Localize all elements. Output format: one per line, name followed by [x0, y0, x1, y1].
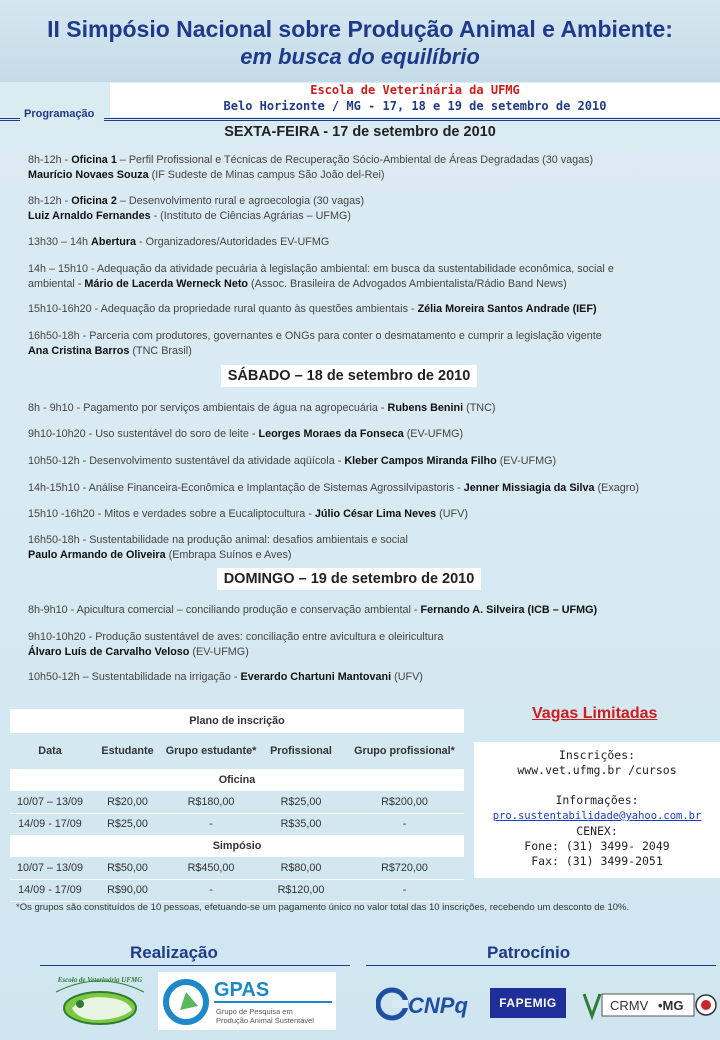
saturday-heading: [208, 368, 490, 384]
table-cell: 10/07 – 13/09: [10, 857, 90, 879]
saturday-item: 9h10-10h20 - Uso sustentável do soro de leite - Leorges Moraes da Fonseca (EV-UFMG): [28, 428, 464, 440]
friday-item: 14h – 15h10 - Adequação da atividade pecuária à legislação ambiental: em busca da sustentabilidade econômica, social e ambiental - Mário de Lacerda Werneck Neto (Assoc. Brasileira de Advogados Ambientalista/Rádio Band News): [28, 263, 614, 290]
ev-logo-text: Escola de Veterinária UFMG: [57, 976, 143, 984]
table-row: [10, 791, 464, 813]
table-cell: -: [345, 879, 464, 901]
friday-item: 8h-12h - Oficina 2 – Desenvolvimento rural e agroecologia (30 vagas) Luiz Arnaldo Fernandes - (Instituto de Ciências Agrárias – UFMG): [28, 195, 365, 222]
friday-item: 8h-12h - Oficina 1 – Perfil Profissional e Técnicas de Recuperação Sócio-Ambiental de Áreas Degradadas (30 vagas) Maurício Novaes Souza (IF Sudeste de Minas campus São João del-Rei): [28, 154, 594, 181]
registration-plan: [10, 709, 464, 902]
cenex-label: CENEX:: [576, 824, 618, 838]
table-cell: -: [345, 813, 464, 835]
fapemig-logo: [490, 988, 566, 1018]
crmv-logo-text: CRMV: [610, 998, 649, 1013]
saturday-heading-text: SÁBADO – 18 de setembro de 2010: [221, 365, 478, 387]
informacoes-label: Informações:: [555, 793, 639, 807]
plan-table: [10, 709, 464, 902]
plan-column-header: Grupo profissional*: [354, 744, 455, 757]
table-cell: 14/09 - 17/09: [10, 879, 90, 901]
table-cell: -: [165, 879, 257, 901]
header: [0, 0, 720, 82]
table-cell: R$25,00: [257, 791, 345, 813]
friday-item: 15h10-16h20 - Adequação da propriedade rural quanto às questões ambientais - Zélia Moreira Santos Andrade (IEF): [28, 303, 597, 315]
table-cell: R$200,00: [345, 791, 464, 813]
realizacao-heading: Realização: [130, 943, 218, 962]
gpas-sub-1: Grupo de Pesquisa em: [216, 1007, 293, 1016]
friday-heading-text: SEXTA-FEIRA - 17 de setembro de 2010: [224, 124, 496, 140]
plan-section-label: Simpósio: [10, 835, 464, 857]
friday-item: 16h50-18h - Parceria com produtores, governantes e ONGs para conter o desmatamento e cumprir a legislação vigente Ana Cristina Barros (TNC Brasil): [28, 330, 602, 357]
table-row: [10, 879, 464, 901]
sunday-heading: [204, 571, 494, 587]
table-cell: -: [165, 813, 257, 835]
saturday-item: 15h10 -16h20 - Mitos e verdades sobre a Eucaliptocultura - Júlio César Lima Neves (UFV): [28, 508, 468, 520]
cnpq-logo: [376, 986, 478, 1022]
sunday-item: 8h-9h10 - Apicultura comercial – conciliando produção e conservação ambiental - Fernando A. Silveira (ICB – UFMG): [28, 604, 598, 616]
table-cell: R$20,00: [90, 791, 165, 813]
table-row: [10, 813, 464, 835]
plan-title: Plano de inscrição: [10, 709, 464, 733]
cnpq-logo-text: CNPq: [408, 993, 468, 1018]
table-cell: R$80,00: [257, 857, 345, 879]
table-cell: R$35,00: [257, 813, 345, 835]
plan-footnote: *Os grupos são constituídos de 10 pessoas, efetuando-se um pagamento único no valor total das 10 inscrições, recebendo um desconto de 10%.: [16, 902, 630, 913]
phone: Fone: (31) 3499- 2049: [524, 839, 670, 853]
table-cell: R$450,00: [165, 857, 257, 879]
plan-column-header: Grupo estudante*: [165, 744, 257, 757]
crmv-logo: [580, 990, 720, 1024]
plan-column-header: Data: [38, 744, 62, 757]
table-cell: R$720,00: [345, 857, 464, 879]
saturday-item: 16h50-18h - Sustentabilidade na produção animal: desafios ambientais e social Paulo Armando de Oliveira (Embrapa Suínos e Aves): [28, 534, 408, 561]
sunday-item: 9h10-10h20 - Produção sustentável de aves: conciliação entre avicultura e oleiricultura Álvaro Luís de Carvalho Veloso (EV-UFMG): [28, 631, 444, 658]
gpas-sub-2: Produção Animal Sustentável: [216, 1016, 314, 1025]
title-line-1: II Simpósio Nacional sobre Produção Animal e Ambiente:: [47, 16, 673, 42]
divider: [40, 965, 350, 966]
school-name: Escola de Veterinária da UFMG: [310, 83, 520, 97]
divider: [366, 965, 716, 966]
gpas-logo-text: GPAS: [214, 979, 270, 1001]
city-date: Belo Horizonte / MG - 17, 18 e 19 de setembro de 2010: [223, 99, 607, 113]
plan-column-header: Estudante: [101, 744, 154, 757]
table-cell: R$25,00: [90, 813, 165, 835]
venue-box: [110, 83, 720, 117]
friday-item: 13h30 – 14h Abertura - Organizadores/Autoridades EV-UFMG: [28, 236, 330, 248]
crmv-mg-text: •MG: [658, 998, 684, 1013]
friday-heading: [0, 124, 720, 140]
saturday-item: 8h - 9h10 - Pagamento por serviços ambientais de água na agropecuária - Rubens Benini (TNC): [28, 402, 496, 414]
table-cell: R$90,00: [90, 879, 165, 901]
fax: Fax: (31) 3499-2051: [531, 854, 663, 868]
vagas-limitadas: Vagas Limitadas: [532, 705, 658, 722]
sunday-heading-text: DOMINGO – 19 de setembro de 2010: [217, 568, 482, 590]
email-link[interactable]: pro.sustentabilidade@yahoo.com.br: [492, 810, 702, 822]
table-row: [10, 857, 464, 879]
inscricoes-label: Inscrições:: [558, 748, 636, 762]
divider: [0, 118, 20, 121]
inscricoes-url[interactable]: www.vet.ufmg.br /cursos: [517, 763, 677, 777]
table-cell: R$180,00: [165, 791, 257, 813]
plan-section-label: Oficina: [10, 769, 464, 791]
divider: [104, 118, 720, 121]
gpas-logo: [158, 972, 336, 1030]
patrocinio-heading: Patrocínio: [487, 943, 571, 962]
table-cell: R$120,00: [257, 879, 345, 901]
table-cell: 10/07 – 13/09: [10, 791, 90, 813]
programacao-label: Programação: [24, 108, 95, 120]
title-line-2: em busca do equilíbrio: [240, 44, 480, 69]
plan-column-header: Profissional: [270, 744, 332, 757]
table-cell: R$50,00: [90, 857, 165, 879]
saturday-item: 14h-15h10 - Análise Financeira-Econômica e Implantação de Sistemas Agrossilvipastoris - Jenner Missiagia da Silva (Exagro): [28, 482, 639, 494]
table-cell: 14/09 - 17/09: [10, 813, 90, 835]
fapemig-logo-text: FAPEMIG: [499, 996, 557, 1010]
info-box: [474, 742, 720, 878]
ev-ufmg-logo: [50, 968, 150, 1030]
saturday-item: 10h50-12h - Desenvolvimento sustentável da atividade aqüícola - Kleber Campos Miranda Filho (EV-UFMG): [28, 455, 557, 467]
sunday-item: 10h50-12h – Sustentabilidade na irrigação - Everardo Chartuni Mantovani (UFV): [28, 671, 423, 683]
